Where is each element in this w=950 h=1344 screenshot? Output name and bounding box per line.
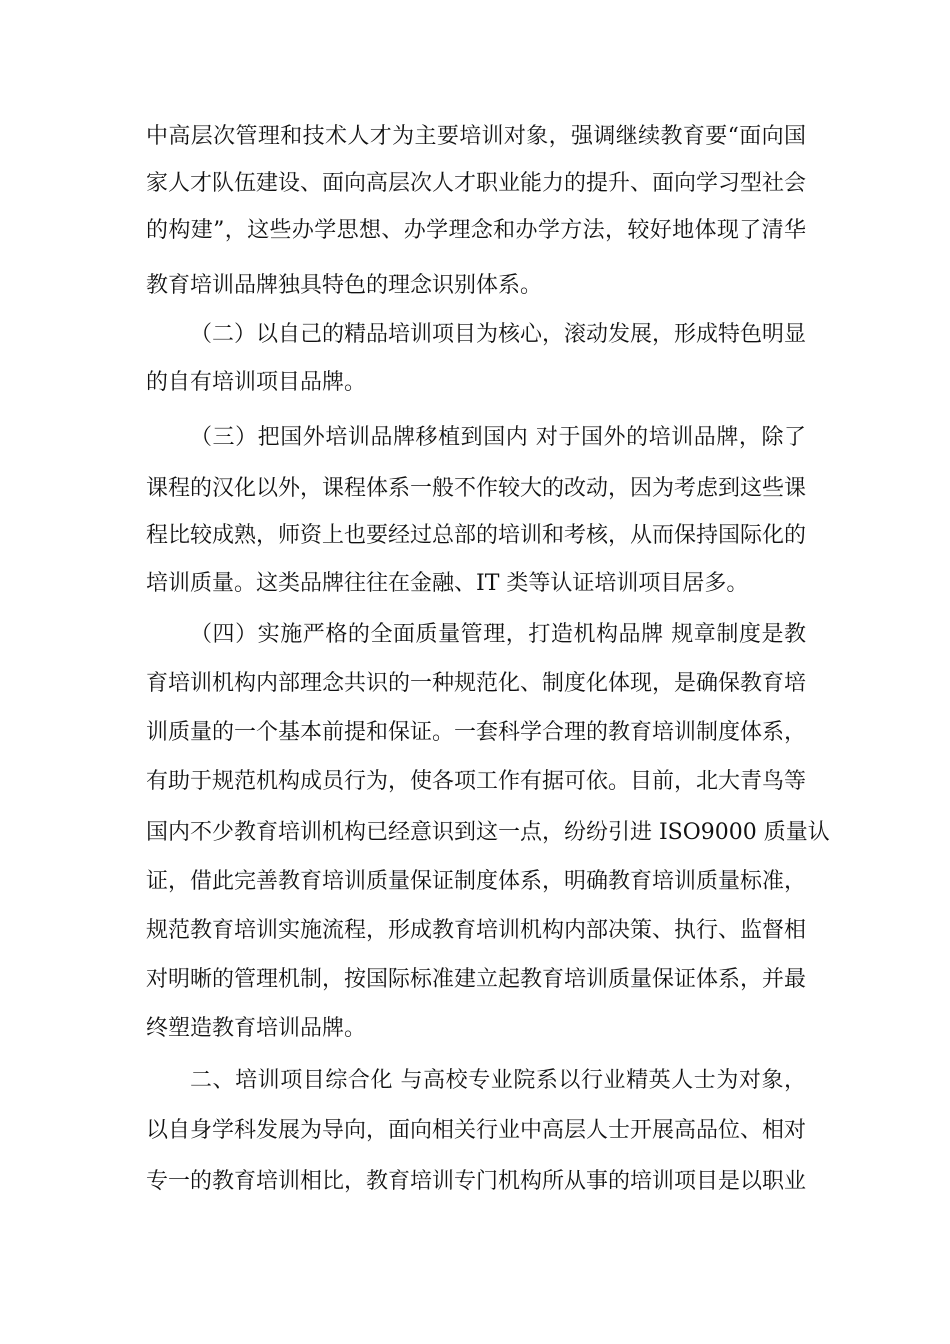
text-line: 的自有培训项目品牌。 [146, 370, 367, 395]
paragraph-heading-4: （四）实施严格的全面质量管理，打造机构品牌 规章制度是教 [190, 622, 806, 647]
paragraph-heading-2: （二）以自己的精品培训项目为核心，滚动发展，形成特色明显 [190, 322, 807, 347]
text-line: 国内不少教育培训机构已经意识到这一点，纷纷引进 ISO9000 质量认 [146, 820, 830, 845]
text-line: 专一的教育培训相比，教育培训专门机构所从事的培训项目是以职业 [146, 1169, 807, 1194]
text-line: 家人才队伍建设、面向高层次人才职业能力的提升、面向学习型社会 [146, 171, 807, 196]
text-line: 终塑造教育培训品牌。 [146, 1016, 367, 1041]
text-line: 规范教育培训实施流程，形成教育培训机构内部决策、执行、监督相 [146, 918, 807, 943]
text-line: 程比较成熟，师资上也要经过总部的培训和考核，从而保持国际化的 [146, 523, 807, 548]
text-line: 的构建”，这些办学思想、办学理念和办学方法，较好地体现了清华 [146, 218, 806, 243]
text-line: 课程的汉化以外，课程体系一般不作较大的改动，因为考虑到这些课 [146, 476, 807, 501]
text-line: 训质量的一个基本前提和保证。一套科学合理的教育培训制度体系， [146, 720, 807, 745]
text-line: 培训质量。这类品牌往往在金融、IT 类等认证培训项目居多。 [146, 571, 749, 596]
text-line: 中高层次管理和技术人才为主要培训对象，强调继续教育要“面向国 [146, 124, 806, 149]
text-line: 有助于规范机构成员行为，使各项工作有据可依。目前，北大青鸟等 [146, 769, 807, 794]
text-line: 育培训机构内部理念共识的一种规范化、制度化体现，是确保教育培 [146, 671, 807, 696]
text-line: 证，借此完善教育培训质量保证制度体系，明确教育培训质量标准， [146, 869, 807, 894]
text-line: 以自身学科发展为导向，面向相关行业中高层人士开展高品位、相对 [146, 1118, 807, 1143]
section-heading-2: 二、培训项目综合化 与高校专业院系以行业精英人士为对象， [190, 1068, 806, 1093]
paragraph-heading-3: （三）把国外培训品牌移植到国内 对于国外的培训品牌，除了 [190, 425, 806, 450]
text-line: 教育培训品牌独具特色的理念识别体系。 [146, 273, 543, 298]
text-line: 对明晰的管理机制，按国际标准建立起教育培训质量保证体系，并最 [146, 967, 807, 992]
